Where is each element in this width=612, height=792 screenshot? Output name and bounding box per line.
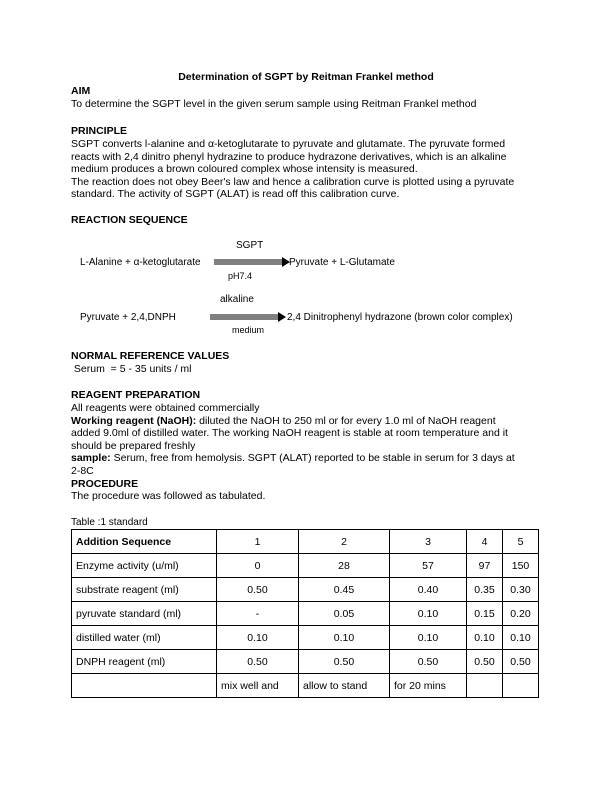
working-reagent-label: Working reagent (NaOH):: [71, 414, 197, 427]
sample-line: 2-8C: [71, 465, 94, 477]
table-cell: 0.10: [217, 626, 299, 650]
reaction1-arrow: [214, 257, 292, 267]
table-row: [72, 650, 539, 674]
table-row: [72, 554, 539, 578]
principle-line: SGPT converts l-alanine and α-ketoglutarate to pyruvate and glutamate. The pyruvate formed: [71, 138, 506, 150]
table-cell: 0.10: [390, 602, 467, 626]
table-cell: [467, 674, 503, 698]
table-cell: 0.30: [503, 578, 539, 602]
table-cell: 150: [503, 554, 539, 578]
principle-line: The reaction does not obey Beer's law and hence a calibration curve is plotted using a pyruvate: [71, 175, 515, 188]
table-cell: 0.05: [299, 602, 390, 626]
principle-heading: PRINCIPLE: [71, 125, 128, 137]
reaction1-substrates: L-Alanine + α-ketoglutarate: [80, 257, 201, 268]
table-cell: 28: [299, 554, 390, 578]
table-cell: 0.50: [390, 650, 467, 674]
table-cell: 0.50: [467, 650, 503, 674]
reaction-heading: REACTION SEQUENCE: [71, 214, 188, 226]
table-cell: 0.10: [467, 626, 503, 650]
table-cell: Enzyme activity (u/ml): [72, 554, 217, 578]
reaction2-products: 2,4 Dinitrophenyl hydrazone (brown color complex): [287, 312, 513, 323]
procedure-heading: PROCEDURE: [71, 478, 139, 490]
table-header-cell: 3: [390, 530, 467, 554]
reaction2-condition-bottom: medium: [232, 325, 265, 335]
table-row: [72, 674, 539, 698]
table-cell: DNPH reagent (ml): [72, 650, 217, 674]
working-reagent-line: [71, 415, 496, 428]
reaction1-enzyme: SGPT: [236, 240, 264, 251]
table-cell: 0.45: [299, 578, 390, 602]
table-row: [72, 578, 539, 602]
normal-text: Serum = 5 - 35 units / ml: [71, 363, 192, 375]
reagent-line: All reagents were obtained commercially: [71, 402, 260, 414]
table-header-cell: 1: [217, 530, 299, 554]
table-cell: 0.40: [390, 578, 467, 602]
procedure-text: The procedure was followed as tabulated.: [71, 490, 266, 502]
table-header-cell: 5: [503, 530, 539, 554]
table-cell: 57: [390, 554, 467, 578]
reaction2-condition-top: alkaline: [220, 294, 254, 305]
aim-text: To determine the SGPT level in the given serum sample using Reitman Frankel method: [71, 98, 477, 110]
principle-line: standard. The activity of SGPT (ALAT) is read off this calibration curve.: [71, 188, 400, 201]
sample-line: [71, 452, 515, 465]
standard-table: [71, 529, 539, 698]
table-cell: for 20 mins: [390, 674, 467, 698]
table-header-cell: Addition Sequence: [72, 530, 217, 554]
table-cell: 0.50: [217, 578, 299, 602]
table-cell: [72, 674, 217, 698]
working-reagent-line: should be prepared freshly: [71, 439, 196, 452]
table-cell: [503, 674, 539, 698]
table-cell: 0.50: [217, 650, 299, 674]
table-cell: 0.10: [390, 626, 467, 650]
table-header-row: [72, 530, 539, 554]
sample-text: Serum, free from hemolysis. SGPT (ALAT) reported to be stable in serum for 3 days at: [110, 452, 515, 465]
table-cell: 0.10: [299, 626, 390, 650]
table-cell: distilled water (ml): [72, 626, 217, 650]
table-cell: 0.15: [467, 602, 503, 626]
table-header-cell: 2: [299, 530, 390, 554]
working-reagent-line: added 9.0ml of distilled water. The working NaOH reagent is stable at room temperature and it: [71, 427, 508, 440]
normal-heading: NORMAL REFERENCE VALUES: [71, 350, 230, 362]
aim-heading: AIM: [71, 85, 91, 97]
reaction2-arrow: [210, 312, 288, 322]
table-cell: -: [217, 602, 299, 626]
sample-label: sample:: [71, 452, 111, 465]
table-cell: 0.20: [503, 602, 539, 626]
table-cell: allow to stand: [299, 674, 390, 698]
table-header-cell: 4: [467, 530, 503, 554]
reaction1-products: Pyruvate + L-Glutamate: [289, 257, 395, 268]
table-cell: 0.50: [299, 650, 390, 674]
working-reagent-text: diluted the NaOH to 250 ml or for every 1.0 ml of NaOH reagent: [196, 414, 496, 427]
principle-line: medium produces a brown coloured complex whose intensity is measured.: [71, 163, 418, 176]
page-title: Determination of SGPT by Reitman Frankel method: [178, 71, 434, 83]
table-cell: 97: [467, 554, 503, 578]
table-row: [72, 626, 539, 650]
table-cell: 0.50: [503, 650, 539, 674]
table-cell: 0: [217, 554, 299, 578]
table-cell: 0.10: [503, 626, 539, 650]
table-caption: Table :1 standard: [71, 517, 148, 528]
principle-line: reacts with 2,4 dinitro phenyl hydrazine to produce hydrazone derivatives, which is an alkaline: [71, 150, 507, 163]
reaction1-condition: pH7.4: [228, 271, 253, 281]
reagent-heading: REAGENT PREPARATION: [71, 389, 201, 401]
reaction2-substrates: Pyruvate + 2,4,DNPH: [80, 312, 176, 323]
table-cell: substrate reagent (ml): [72, 578, 217, 602]
table-cell: 0.35: [467, 578, 503, 602]
table-cell: mix well and: [217, 674, 299, 698]
table-cell: pyruvate standard (ml): [72, 602, 217, 626]
table-row: [72, 602, 539, 626]
